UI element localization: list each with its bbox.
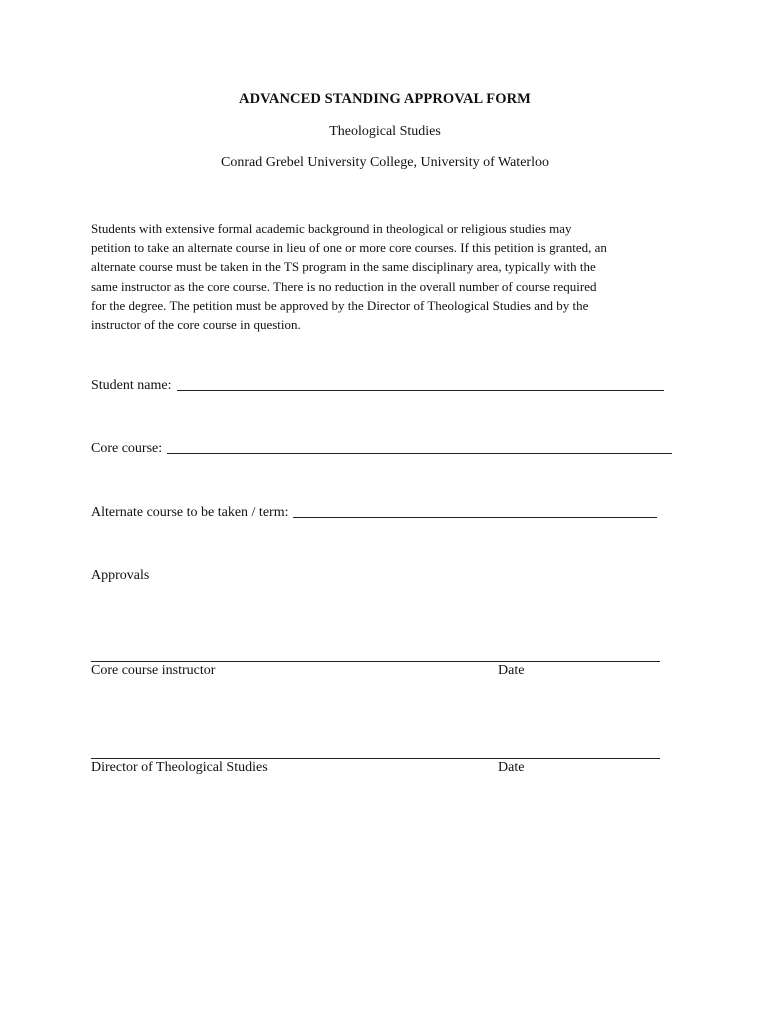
core-course-blank[interactable] bbox=[167, 452, 672, 454]
intro-line: alternate course must be taken in the TS program in the same disciplinary area, typically with the bbox=[91, 259, 596, 275]
alternate-course-field bbox=[91, 505, 657, 521]
student-name-label: Student name: bbox=[91, 378, 172, 393]
alternate-course-blank[interactable] bbox=[293, 516, 657, 518]
intro-line: petition to take an alternate course in lieu of one or more core courses. If this petition is granted, an bbox=[91, 240, 607, 256]
intro-line: for the degree. The petition must be approved by the Director of Theological Studies and by the bbox=[91, 297, 589, 313]
intro-paragraph bbox=[91, 219, 691, 334]
student-name-blank[interactable] bbox=[177, 389, 664, 391]
director-signature-line[interactable] bbox=[91, 758, 660, 759]
intro-line: instructor of the core course in question. bbox=[91, 317, 301, 333]
core-course-label: Core course: bbox=[91, 441, 163, 456]
director-date-label: Date bbox=[498, 760, 525, 775]
intro-line: same instructor as the core course. There is no reduction in the overall number of course required bbox=[91, 278, 597, 294]
approvals-heading: Approvals bbox=[91, 568, 150, 583]
alternate-course-label: Alternate course to be taken / term: bbox=[91, 505, 289, 520]
intro-line: Students with extensive formal academic background in theological or religious studies may bbox=[91, 221, 572, 236]
student-name-field bbox=[91, 378, 664, 394]
instructor-signature-line[interactable] bbox=[91, 661, 660, 662]
form-title: ADVANCED STANDING APPROVAL FORM bbox=[239, 91, 531, 107]
institution-name: Conrad Grebel University College, University of Waterloo bbox=[221, 155, 549, 170]
director-signature-label: Director of Theological Studies bbox=[91, 760, 268, 775]
instructor-date-label: Date bbox=[498, 663, 525, 678]
program-name: Theological Studies bbox=[329, 124, 441, 139]
core-course-field bbox=[91, 441, 672, 457]
instructor-signature-label: Core course instructor bbox=[91, 663, 216, 678]
